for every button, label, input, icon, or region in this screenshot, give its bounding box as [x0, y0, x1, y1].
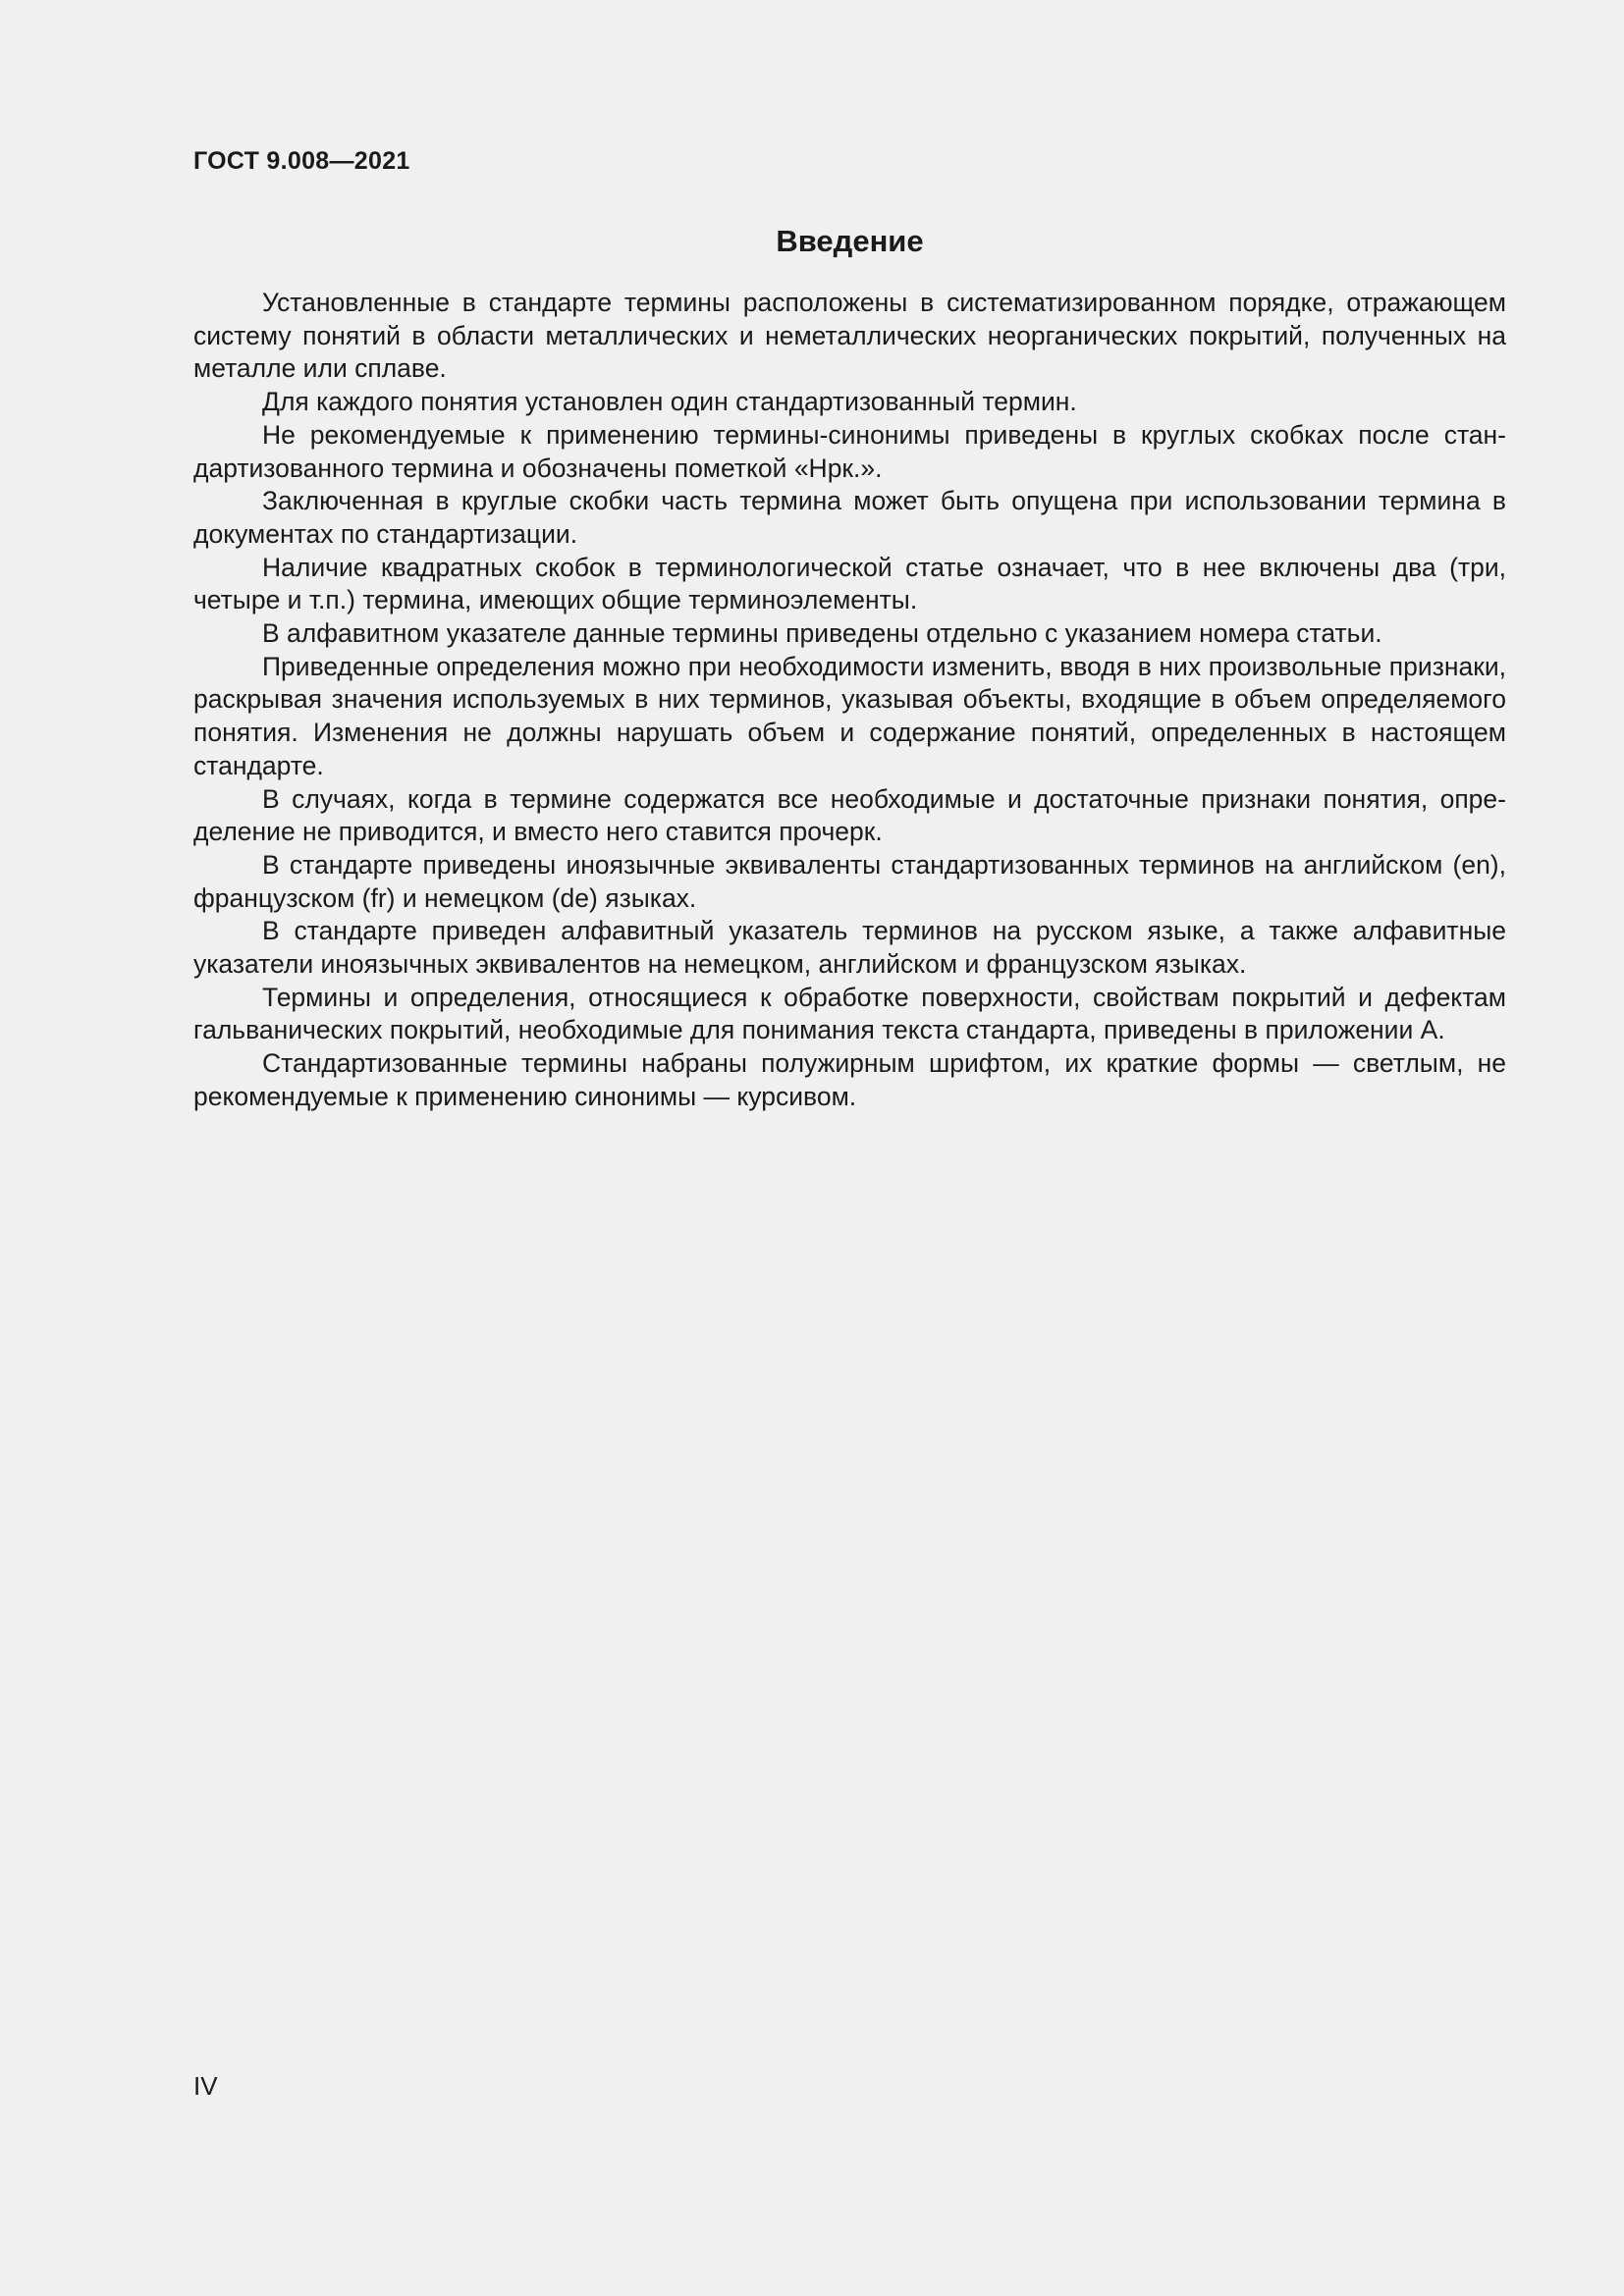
document-code: ГОСТ 9.008—2021 [193, 147, 410, 175]
paragraph: Термины и определения, относящиеся к обработке поверхности, свойствам покрытий и дефектам гальванических покрытий, необходимые для понимания текста стандарта, приведены в приложении А. [193, 982, 1506, 1045]
paragraph: В алфавитном указателе данные термины приведены отдельно с указанием номера статьи. [262, 618, 1382, 649]
paragraph: Стандартизованные термины набраны полужирным шрифтом, их краткие формы — светлым, не рекомендуемые к применению синонимы — курсивом. [193, 1048, 1506, 1111]
page-number: IV [193, 2071, 218, 2101]
paragraph: Наличие квадратных скобок в терминологической статье означает, что в нее включены два (три, четыре и т.п.) термина, имеющих общие терминоэлементы. [193, 552, 1506, 615]
paragraph: Заключенная в круглые скобки часть термина может быть опущена при использовании термина в документах по стандартизации. [193, 486, 1506, 549]
paragraph: В стандарте приведены иноязычные эквиваленты стандартизованных терминов на английском (en), французском (fr) и немецком (de) языках. [193, 849, 1506, 913]
paragraph: Приведенные определения можно при необходимости изменить, вводя в них произвольные признаки, раскрывая значения используемых в них терминов, указывая объекты, входящие в объем определяемого понятия. Изменения не должны нарушать объем и содержание понятий, определенных в настоящем стандарте. [193, 651, 1506, 780]
introduction-body [193, 287, 1506, 1114]
paragraph: Не рекомендуемые к применению термины-синонимы приведены в круглых скобках после стандартизованного термина и обозначены пометкой «Нрк.». [193, 419, 1506, 483]
section-title: Введение [776, 224, 924, 258]
paragraph: Для каждого понятия установлен один стандартизованный термин. [262, 387, 1077, 417]
paragraph: В случаях, когда в термине содержатся все необходимые и достаточные признаки понятия, определение не приводится, и вместо него ставится прочерк. [193, 783, 1506, 847]
paragraph: В стандарте приведен алфавитный указатель терминов на русском языке, а также алфавитные указатели иноязычных эквивалентов на немецком, английском и французском языках. [193, 916, 1506, 980]
paragraph: Установленные в стандарте термины расположены в систематизированном порядке, отражающем систему понятий в области металлических и неметаллических неорганических покрытий, полученных на металле или сплаве. [193, 288, 1506, 384]
